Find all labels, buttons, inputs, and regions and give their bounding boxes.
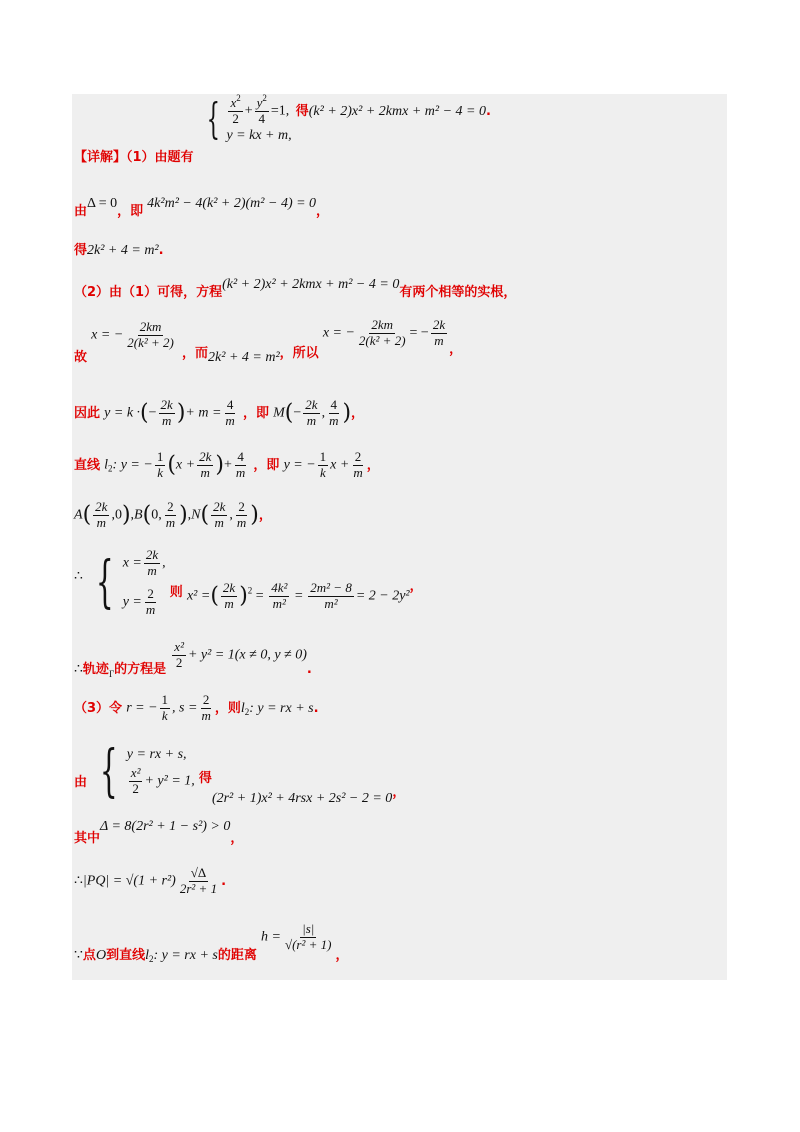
delta-zero: Δ = 0 [87,196,118,211]
solution-line-14: ∴|PQ| = √(1 + r²) $\frac{√\Delta}{\text{2r² + 1}}$ . [74,865,227,896]
equation-system-2: { x = $\frac{2k}{m}$ , y = $\frac{2}{m}$ [95,547,166,617]
discriminant-equation: 4k²m² − 4(k² + 2)(m² − 4) = 0 [147,196,317,211]
part-3-intro: （3）令 [74,700,123,716]
discriminant-positive: Δ = 8(2r² + 1 − s²) > 0 [100,819,231,834]
solution-line-7: 直线 $l_2$: y = − $\frac{1}{k}$ (x + $\frac{2k}{m}$ )+ $\frac{4}{m}$ ，即 y = − $\frac{1}{k}$ x + $\frac{2}{m}$ ， [74,449,380,480]
solution-line-1: 【详解】（1）由题有 { $\frac{x^2}{2}$ + $\frac{y^2}{4}$ =1, y = kx + m, 得(k² + 2)x² + 2kmx + m² − 4 = 0. [74,93,491,165]
fraction-y2-over-4: $\frac{y^2}{4}$ [256,93,267,126]
solution-line-8: A( $\frac{2k}{m}$ ,0),B(0, $\frac{2}{m}$ ),N( $\frac{2k}{m}$ , $\frac{2}{m}$ )， [74,499,272,530]
relation-k-m: 2k² + 4 = m² [87,243,159,258]
equation-quadratic: (k² + 2)x² + 2kmx + m² − 4 = 0 [308,103,486,119]
solution-line-9: ∴ { x = $\frac{2k}{m}$ , y = $\frac{2}{m}$ 则 x² =( $\frac{2k}{m}$ )$^2$ = $\frac{\text{4k²}}{\text{m²}}$ = $\frac{\text{2m² − 8}}{\text{m²}}$ = 2 − 2y²， [74,547,423,617]
system-row-2: y = kx + m, [226,127,292,143]
solution-line-6: 因此 y = k ·(− $\frac{2k}{m}$ )+ m = $\frac{4}{m}$ ，即 M(− $\frac{2k}{m}$ , $\frac{4}{m}$ )， [74,397,365,428]
part-1-intro: （1）由题有 [126,149,194,165]
solution-line-4: （2）由（1）可得，方程(k² + 2)x² + 2kmx + m² − 4 = 0有两个相等的实根， [74,277,517,300]
fraction-x2-over-2: $\frac{x^2}{2}$ [230,93,241,126]
solution-line-10: ∴轨迹$_\Gamma$的方程是 $\frac{\text{x²}}{2}$ + y² = 1(x ≠ 0, y ≠ 0). [74,639,312,679]
left-brace: { [206,94,220,144]
chord-length: ∴|PQ| = √(1 + r²) $\frac{√\Delta}{\text{2r² + 1}}$ [74,865,218,896]
solution-panel [72,94,727,980]
solution-line-13: 其中Δ = 8(2r² + 1 − s²) > 0， [74,819,244,846]
equation-system-3: { y = rx + s, $\frac{\text{x²}}{2}$ + y² = 1, [100,739,195,804]
solution-line-11: （3）令 r = − $\frac{1}{k}$ , s = $\frac{2}{m}$ ，则$l_2$: y = rx + s. [74,692,319,723]
point-M: M(− $\frac{2k}{m}$ , $\frac{4}{m}$ ) [273,397,352,428]
detail-label: 【详解】 [74,149,127,165]
line-l2-equation: $l_2$: y = − $\frac{1}{k}$ (x + $\frac{2k}{m}$ )+ $\frac{4}{m}$ [104,449,246,480]
fraction-root-x-2: $\frac{2km}{\text{2(k² + 2)}}$ [358,317,406,348]
solution-line-12: 由 { y = rx + s, $\frac{\text{x²}}{2}$ + y² = 1, 得(2r² + 1)x² + 4rsx + 2s² − 2 = 0， [74,739,406,806]
solution-line-3: 得2k² + 4 = m². [74,243,164,258]
equation-system-1: { $\frac{x^2}{2}$ + $\frac{y^2}{4}$ =1, y = kx + m, [206,93,292,144]
points-A-B-N: A( $\frac{2k}{m}$ ,0),B(0, $\frac{2}{m}$ ),N( $\frac{2k}{m}$ , $\frac{2}{m}$ ) [74,499,259,530]
fraction-root-x: $\frac{2km}{\text{2(k² + 2)}}$ [127,319,174,350]
solution-line-2: 由Δ = 0，即4k²m² − 4(k² + 2)(m² − 4) = 0， [74,196,330,219]
trajectory-equation: $\frac{\text{x²}}{2}$ + y² = 1(x ≠ 0, y ≠ 0) [174,639,307,670]
curve-gamma: Γ [108,668,115,679]
solution-line-5: 故 x = − $\frac{2km}{\text{2(k² + 2)}}$ ，而2k² + 4 = m²，所以 x = − $\frac{2km}{\text{2(k² + 2)}}$ = − $\frac{2k}{m}$ ， [74,317,463,365]
distance-h: h = $\frac{|s|}{\text{√(r² + 1)}}$ [261,921,332,952]
solution-line-15: ∵点O到直线$l_2$: y = rx + s的距离 h = $\frac{|s|}{\text{√(r² + 1)}}$ ， [74,921,349,964]
part-2-intro: （2）由（1）可得，方程 [74,285,223,300]
